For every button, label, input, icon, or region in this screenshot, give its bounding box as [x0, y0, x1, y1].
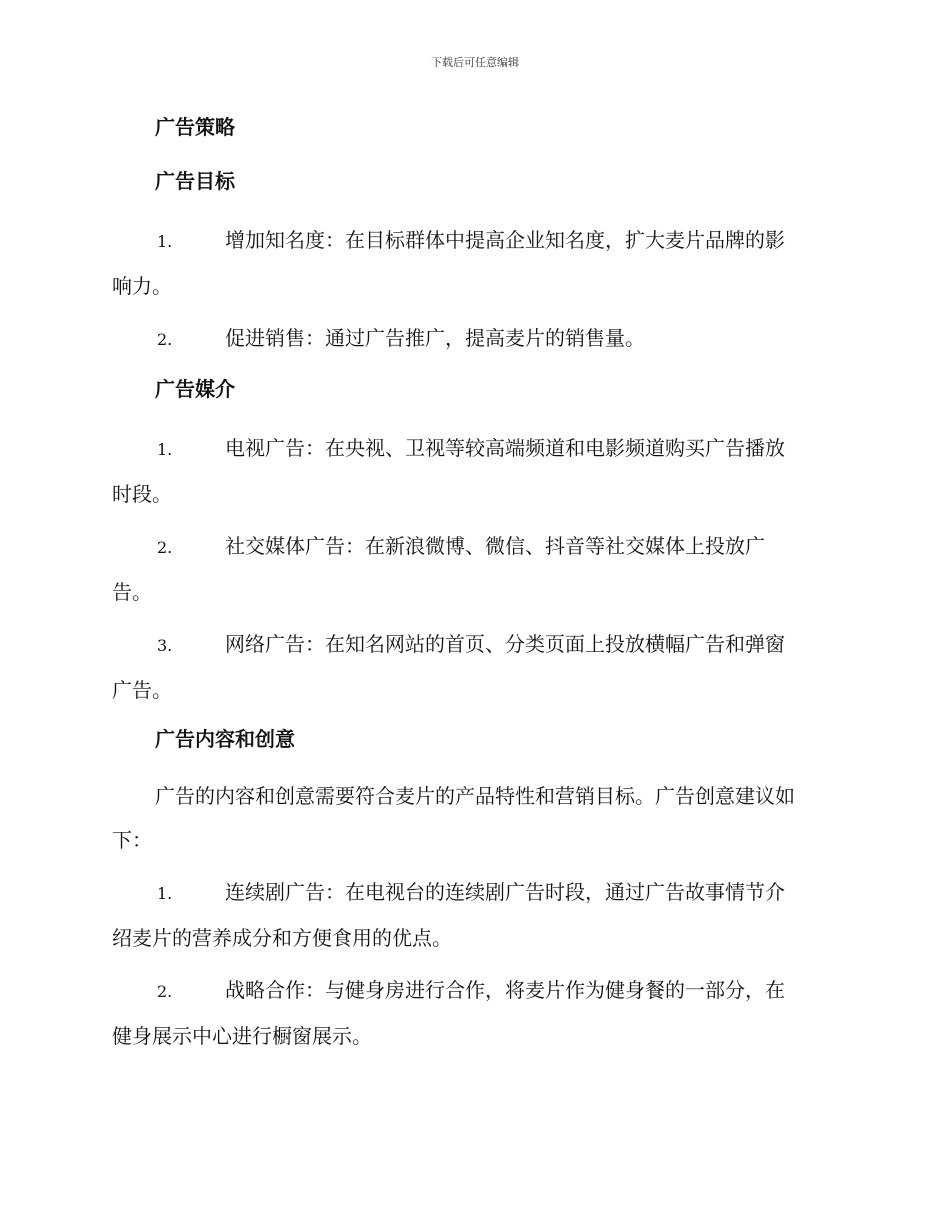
page-header: 下载后可任意编辑 [431, 56, 519, 69]
list-number: 1. [157, 884, 173, 903]
list-text-continued: 响力。 [112, 274, 172, 298]
content-intro: 广告的内容和创意需要符合麦片的产品特性和营销目标。广告创意建议如下： [112, 784, 795, 852]
document-body [112, 112, 834, 1066]
list-text: 促进销售：通过广告推广，提高麦片的销售量。 [225, 326, 645, 350]
content-heading: 广告内容和创意 [155, 727, 295, 751]
list-text-continued: 绍麦片的营养成分和方便食用的优点。 [112, 926, 452, 950]
list-number: 2. [157, 330, 173, 349]
list-item [112, 218, 834, 308]
list-text: 社交媒体广告：在新浪微博、微信、抖音等社交媒体上投放广 [225, 534, 765, 558]
list-item [112, 426, 834, 516]
list-number: 1. [157, 232, 173, 251]
list-number: 2. [157, 982, 173, 1001]
list-text: 增加知名度：在目标群体中提高企业知名度，扩大麦片品牌的影 [225, 228, 785, 252]
list-text: 网络广告：在知名网站的首页、分类页面上投放横幅广告和弹窗 [225, 632, 785, 656]
list-item [112, 870, 834, 960]
list-text: 连续剧广告：在电视台的连续剧广告时段，通过广告故事情节介 [225, 880, 785, 904]
list-number: 1. [157, 440, 173, 459]
list-text-continued: 时段。 [112, 482, 172, 506]
list-item [112, 622, 834, 712]
list-number: 2. [157, 538, 173, 557]
list-item [112, 524, 834, 614]
list-text: 战略合作：与健身房进行合作，将麦片作为健身餐的一部分，在 [225, 978, 785, 1002]
section-title: 广告策略 [155, 115, 235, 139]
list-text: 电视广告：在央视、卫视等较高端频道和电影频道购买广告播放 [225, 436, 785, 460]
list-text-continued: 健身展示中心进行橱窗展示。 [112, 1024, 372, 1048]
list-number: 3. [157, 636, 173, 655]
list-item [112, 968, 834, 1058]
list-item [112, 316, 834, 362]
list-text-continued: 广告。 [112, 678, 172, 702]
media-heading: 广告媒介 [155, 377, 235, 401]
list-text-continued: 告。 [112, 580, 152, 604]
goals-heading: 广告目标 [155, 169, 235, 193]
